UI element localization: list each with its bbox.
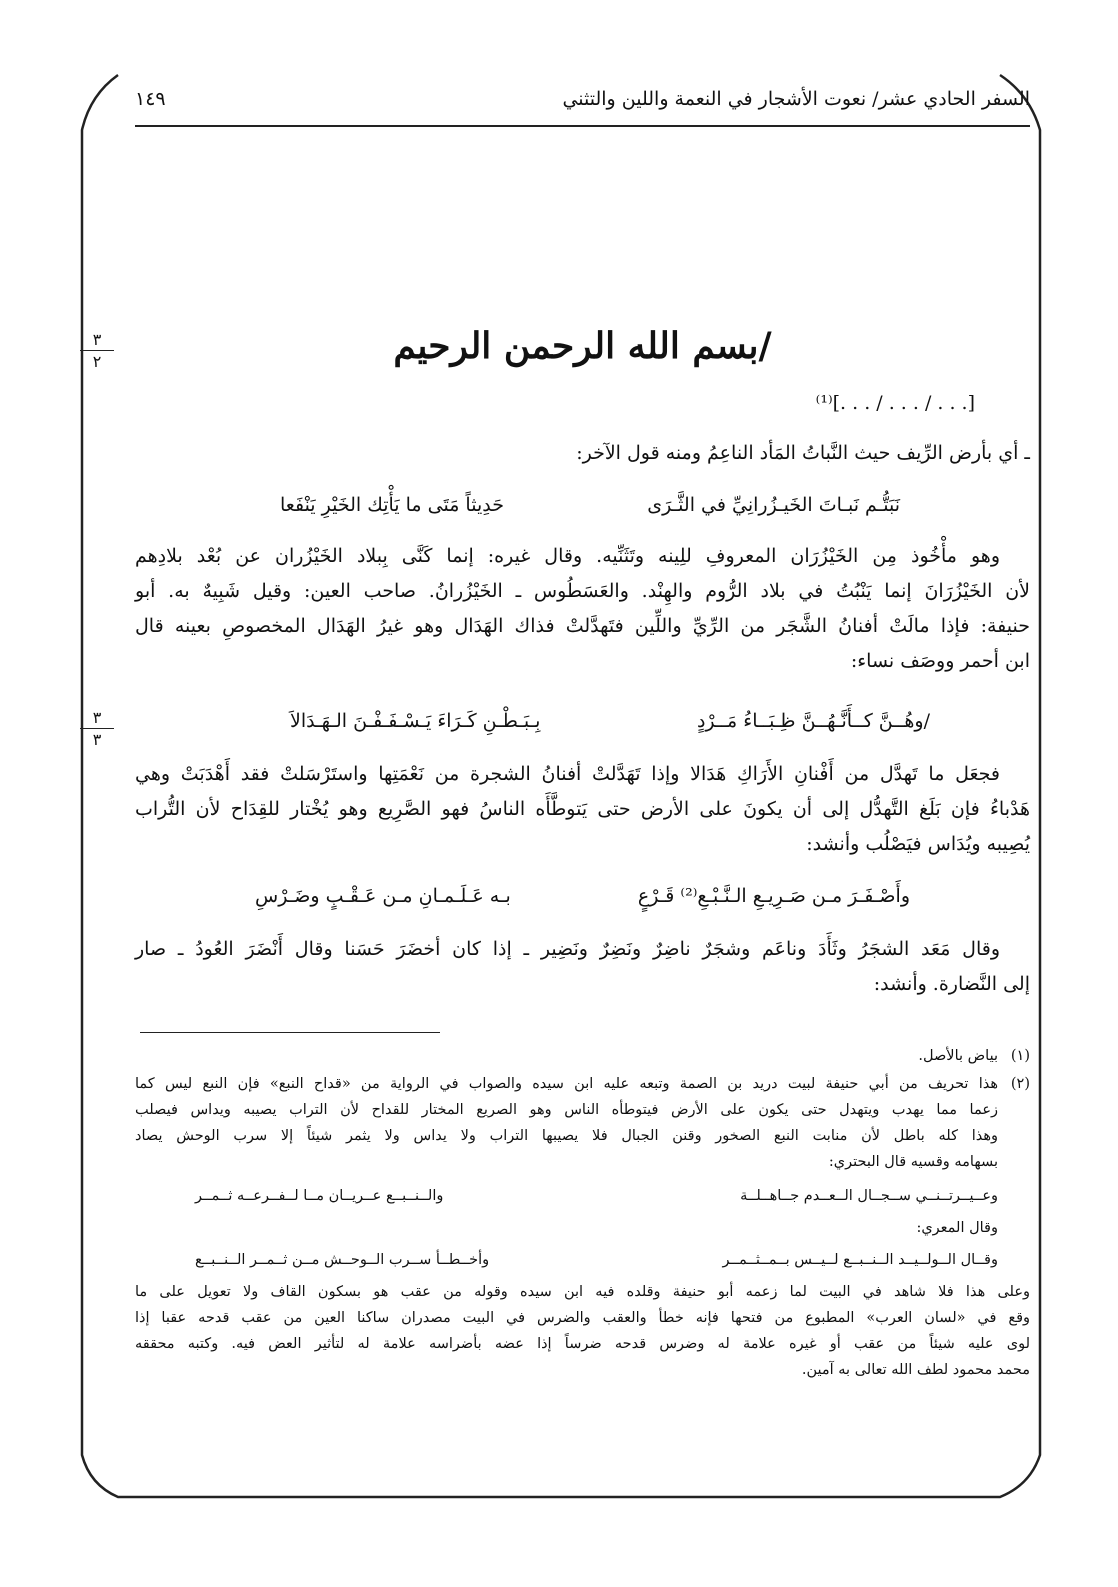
- footnote-separator: [140, 1032, 440, 1033]
- verse-hemistich-first: نَبَتُّـم نَبـاتَ الخَيـزُرانِيِّ في الثَّـرَى: [647, 494, 900, 516]
- footnote-number: (٢): [1010, 1076, 1030, 1092]
- page-number: ١٤٩: [135, 88, 166, 110]
- footnote-text: زعما مما يهدب ويتهدل حتى يكون على الأرض فيتوطأه الناس وهو الصريع المختار للقداح لأن التراب يصيبه ويداس فيصلب: [135, 1102, 998, 1118]
- verse-hemistich-first: وقــال الــولــيــد الــنــبــع لــيــس بــمــثــمــر: [722, 1252, 998, 1268]
- margin-note-bottom: ٣: [92, 730, 102, 749]
- body-line: ـ أي بأرض الرِّيف حيث النَّباتُ المَأد الناعِمُ ومنه قول الآخر:: [576, 442, 1030, 464]
- footnote-text: بسهامه وقسيه قال البحتري:: [828, 1154, 998, 1170]
- verse-hemistich-first: /وهُــنَّ كــأَنَّـهُــنَّ ظِـبَــاءُ مَــرْدٍ: [696, 710, 930, 732]
- header-title: السفر الحادي عشر/ نعوت الأشجار في النعمة واللين والتثني: [562, 88, 1030, 110]
- verse-hemistich-second: بـه عَـلَـمـانِ مـن عَـقْـبٍ وضَـرْسِ: [255, 885, 511, 907]
- body-line: وهو مأْخُوذ مِن الخَيْزُرَان المعروفِ للِينه وتَثَنِّيه. وقال غيره: إنما كَنَّى بِبلاد الخَيْزُران عن بُعْد بلادِهم: [135, 545, 1000, 567]
- margin-note-folio-2: [80, 708, 114, 749]
- header-rule: [135, 125, 1030, 127]
- body-line: يُصِيبه ويُدَاس فيَصْلُب وأنشد:: [806, 833, 1030, 855]
- footnote-text: وقال المعري:: [916, 1220, 998, 1236]
- body-line: ابن أحمر ووصَف نساء:: [850, 650, 1030, 672]
- footnote-number: (١): [1010, 1048, 1030, 1064]
- margin-note-top: ٣: [80, 708, 114, 729]
- running-header: [135, 88, 1030, 120]
- margin-note-top: ٣: [80, 330, 114, 351]
- footnote-text: وهذا كله باطل لأن منابت النبع الصخور وقنن الجبال فلا يصيبها التراب ولا يداس ولا يثمر شيئاً إلا سرب الوحش يصاد: [135, 1128, 998, 1144]
- footnote-text: هذا تحريف من أبي حنيفة لبيت دريد بن الصمة وتبعه عليه ابن سيده والصواب في الرواية من «قداح النبع» فإن النبع ليس كما: [135, 1076, 998, 1092]
- basmala-heading: /بسم الله الرحمن الرحيم: [393, 325, 772, 367]
- verse-hemistich-second: والــنــبــع عــريــان مــا لــفــرعــه ثــمــر: [195, 1188, 444, 1204]
- footnote-text: بياض بالأصل.: [918, 1048, 998, 1064]
- footnote-text: وعلى هذا فلا شاهد في البيت لما زعمه أبو حنيفة وقلده فيه ابن سيده وقوله من عقب هو بسكون القاف ولا تعويل على ما: [135, 1284, 1030, 1300]
- margin-note-bottom: ٢: [92, 352, 102, 371]
- body-line: إلى النَّضارة. وأنشد:: [873, 973, 1030, 995]
- footnote-text: لوى عليه شيئاً من عقب أو غيره علامة له وضرس قدحه ضرساً إذا عضه بأضراسه علامة له لتأثير العض فيه. وكتبه محققه: [135, 1336, 1030, 1352]
- body-line: فجعَل ما تَهدَّل من أَفْنانِ الأَرَاكِ هَدَالا وإذا تَهَدَّلتْ أفنانُ الشجرة من نَعْمَتِها واستَرْسَلتْ فقد أَهْدَبَتْ وهي: [135, 763, 1000, 785]
- body-line: وقال مَعَد الشجَرُ وثَأَدَ وناعَم وشجَرٌ ناضِرٌ ونَضِرٌ ونَضِير ـ إذا كان أخضَرَ حَسَنا وقال أَنْضَرَ العُودُ ـ صار: [135, 938, 1000, 960]
- page-content: [92, 70, 1030, 1500]
- body-line: هَدْباءُ فإن بَلَغ التَّهدُّل إلى أن يكونَ على الأرض حتى يَتوطَّأَه الناسُ فهو الصَّرِيع وهو يُخْتار للقِدَاح لأن التُّراب: [135, 798, 1030, 820]
- verse-hemistich-first: وعــيــرتــنــي ســجــال الــعــدم جــاهــلــة: [740, 1188, 998, 1204]
- body-line: لأن الخَيْزُرَانَ إنما يَنْبُتُ في بلاد الرُّوم والهِنْد. والعَسَطُوس ـ الخَيْزُرانُ. صاحب العين: وقيل شَبِيهٌ به. أبو: [135, 580, 1030, 602]
- verse-hemistich-second: حَدِيثاً مَتَى ما يَأْتِك الخَيْرِ يَنْفَعا: [280, 494, 504, 516]
- verse-hemistich-second: وأخــطــأ ســرب الــوحــش مــن ثــمــر الــنــبــع: [195, 1252, 490, 1268]
- verse-hemistich-second: بِـبَـطْـنِ كَـرَاءَ يَـسْـفَـفْـنَ الـهَـدَالاَ: [290, 710, 541, 732]
- verse-hemistich-first: وأَصْـفَـرَ مـن صَـرِيـعِ الـنَّـبْـعِ⁽²⁾ قَـرْعٍ: [637, 885, 910, 907]
- footnote-text: محمد محمود لطف الله تعالى به آمين.: [801, 1362, 1030, 1378]
- margin-note-folio-1: [80, 330, 114, 371]
- lacuna-marker: [. . . / . . . / . . .]⁽¹⁾: [815, 392, 975, 414]
- footnote-text: وقع في «لسان العرب» المطبوع من فتحها فإنه خطأ والعقب والضرس في البيت مصدران ساكنا العين من عقب قدحه عقبا إذا: [135, 1310, 1030, 1326]
- body-line: حنيفة: فإذا مالَتْ أفنانُ الشَّجَر من الرِّيِّ واللِّين فتَهدَّلتْ فذاك الهَدَال وهو غيرُ الهَدَال المخصوصِ بعينه قال: [135, 615, 1030, 637]
